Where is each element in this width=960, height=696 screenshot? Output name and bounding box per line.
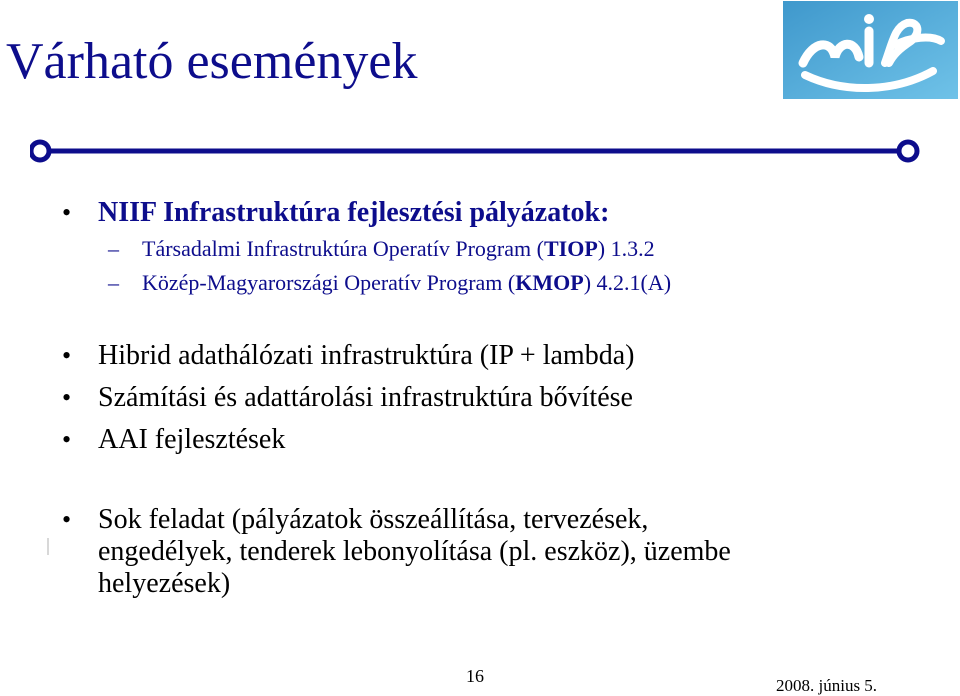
- slide-date: 2008. június 5.: [776, 676, 878, 695]
- page-number: 16: [466, 666, 484, 686]
- slide-title: Várható események: [6, 33, 418, 90]
- bullet-dot: •: [62, 198, 72, 227]
- dash-marker: –: [108, 236, 119, 261]
- bullet-item: Számítási és adattárolási infrastruktúra bővítése: [98, 382, 633, 413]
- bullet-item: AAI fejlesztések: [98, 424, 286, 455]
- bullet-dot: •: [62, 505, 72, 534]
- bullet-item-line: Sok feladat (pályázatok összeállítása, tervezések,: [98, 504, 649, 535]
- bullet-dot: •: [62, 425, 72, 454]
- sub-item-kmop: Közép-Magyarországi Operatív Program (KMOP) 4.2.1(A): [142, 270, 672, 295]
- sub-item-tiop: Társadalmi Infrastruktúra Operatív Program (TIOP) 1.3.2: [142, 236, 655, 261]
- bullet-item-line: engedélyek, tenderek lebonyolítása (pl. eszköz), üzembe: [98, 536, 731, 567]
- dash-marker: –: [108, 270, 119, 295]
- bullet-item: Hibrid adathálózati infrastruktúra (IP + lambda): [98, 340, 635, 371]
- section-heading: NIIF Infrastruktúra fejlesztési pályázatok:: [98, 197, 610, 228]
- edge-mark: [47, 538, 49, 555]
- bullet-dot: •: [62, 383, 72, 412]
- bullet-item-line: helyezések): [98, 568, 231, 599]
- bullet-dot: •: [62, 341, 72, 370]
